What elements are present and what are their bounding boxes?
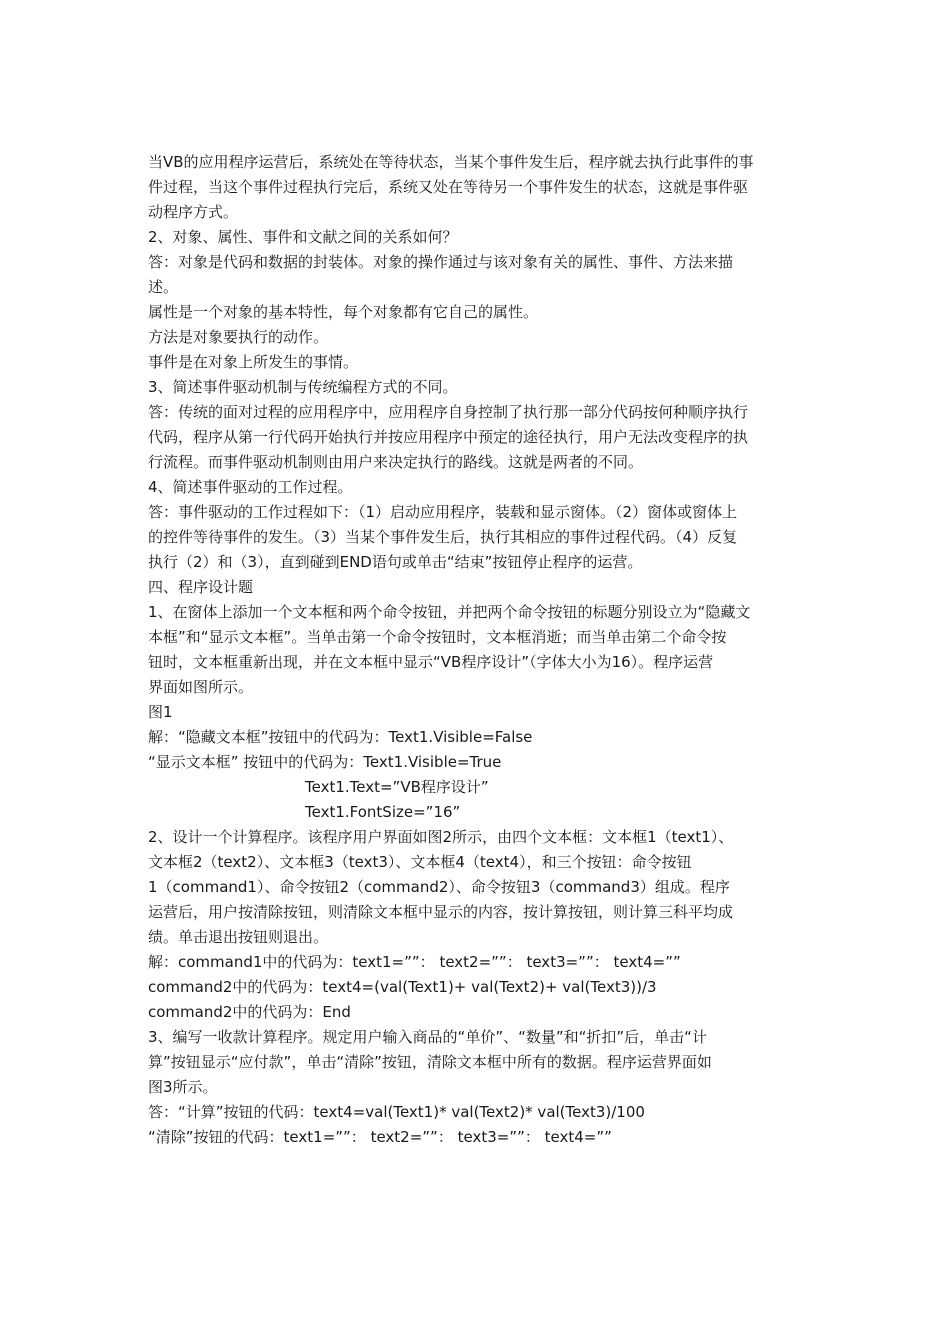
text-line: 的控件等待事件的发生。（3）当某个事件发生后，执行其相应的事件过程代码。（4）反复 (148, 528, 738, 546)
text-line: 算”按钮显示“应付款”，单击“清除”按钮，清除文本框中所有的数据。程序运营界面如 (148, 1053, 712, 1071)
text-line: 执行（2）和（3），直到碰到END语句或单击“结束”按钮停止程序的运营。 (148, 553, 643, 571)
code-line: 解：command1中的代码为：text1=””： text2=””： text3=””： text4=”” (148, 953, 681, 971)
figure-label: 图1 (148, 703, 173, 721)
text-line: 方法是对象要执行的动作。 (148, 328, 329, 346)
text-line: 文本框2（text2）、文本框3（text3）、文本框4（text4），和三个按钮：命令按钮 (148, 853, 692, 871)
text-line: 代码，程序从第一行代码开始执行并按应用程序中预定的途径执行，用户无法改变程序的执 (148, 428, 749, 446)
code-line: command2中的代码为：End (148, 1003, 351, 1021)
text-line: 绩。单击退出按钮则退出。 (148, 928, 329, 946)
text-line: 答：事件驱动的工作过程如下：（1）启动应用程序，装载和显示窗体。（2）窗体或窗体上 (148, 503, 738, 521)
code-line: “清除”按钮的代码：text1=””： text2=””： text3=””： text4=”” (148, 1128, 612, 1146)
document-body (148, 150, 803, 1150)
text-line: 图3所示。 (148, 1078, 218, 1096)
question-heading: 3、简述事件驱动机制与传统编程方式的不同。 (148, 378, 458, 396)
question-heading: 2、设计一个计算程序。该程序用户界面如图2所示，由四个文本框：文本框1（text1）、 (148, 828, 734, 846)
code-line: command2中的代码为：text4=(val(Text1)+ val(Text2)+ val(Text3))/3 (148, 978, 657, 996)
text-line: 答：传统的面对过程的应用程序中，应用程序自身控制了执行那一部分代码按何种顺序执行 (148, 403, 749, 421)
text-line: 运营后，用户按清除按钮，则清除文本框中显示的内容，按计算按钮，则计算三科平均成 (148, 903, 734, 921)
text-line: 件过程，当这个事件过程执行完后，系统又处在等待另一个事件发生的状态，这就是事件驱 (148, 178, 749, 196)
question-heading: 2、对象、属性、事件和文献之间的关系如何？ (148, 228, 458, 246)
text-line: 界面如图所示。 (148, 678, 254, 696)
section-heading: 四、程序设计题 (148, 578, 254, 596)
text-line: 钮时，文本框重新出现，并在文本框中显示“VB程序设计”（字体大小为16）。程序运营 (148, 653, 714, 671)
question-heading: 4、简述事件驱动的工作过程。 (148, 478, 353, 496)
text-line: 当VB的应用程序运营后，系统处在等待状态，当某个事件发生后，程序就去执行此事件的事 (148, 153, 754, 171)
code-line: “显示文本框” 按钮中的代码为：Text1.Visible=True (148, 753, 502, 771)
text-line: 1（command1）、命令按钮2（command2）、命令按钮3（command3）组成。程序 (148, 878, 730, 896)
text-line: 事件是在对象上所发生的事情。 (148, 353, 359, 371)
question-heading: 1、在窗体上添加一个文本框和两个命令按钮，并把两个命令按钮的标题分别设立为“隐藏文 (148, 603, 751, 621)
code-line: Text1.FontSize=”16” (305, 803, 461, 821)
code-line: 答：“计算”按钮的代码：text4=val(Text1)* val(Text2)* val(Text3)/100 (148, 1103, 645, 1121)
code-line: Text1.Text=”VB程序设计” (305, 778, 489, 796)
text-line: 行流程。而事件驱动机制则由用户来决定执行的路线。这就是两者的不同。 (148, 453, 644, 471)
text-line: 本框”和“显示文本框”。当单击第一个命令按钮时，文本框消逝；而当单击第二个命令按 (148, 628, 727, 646)
code-line: 解：“隐藏文本框”按钮中的代码为：Text1.Visible=False (148, 728, 533, 746)
text-line: 属性是一个对象的基本特性，每个对象都有它自己的属性。 (148, 303, 539, 321)
text-line: 述。 (148, 278, 179, 296)
text-line: 动程序方式。 (148, 203, 239, 221)
question-heading: 3、编写一收款计算程序。规定用户输入商品的“单价”、“数量”和“折扣”后，单击“计 (148, 1028, 707, 1046)
text-line: 答：对象是代码和数据的封装体。对象的操作通过与该对象有关的属性、事件、方法来描 (148, 253, 734, 271)
